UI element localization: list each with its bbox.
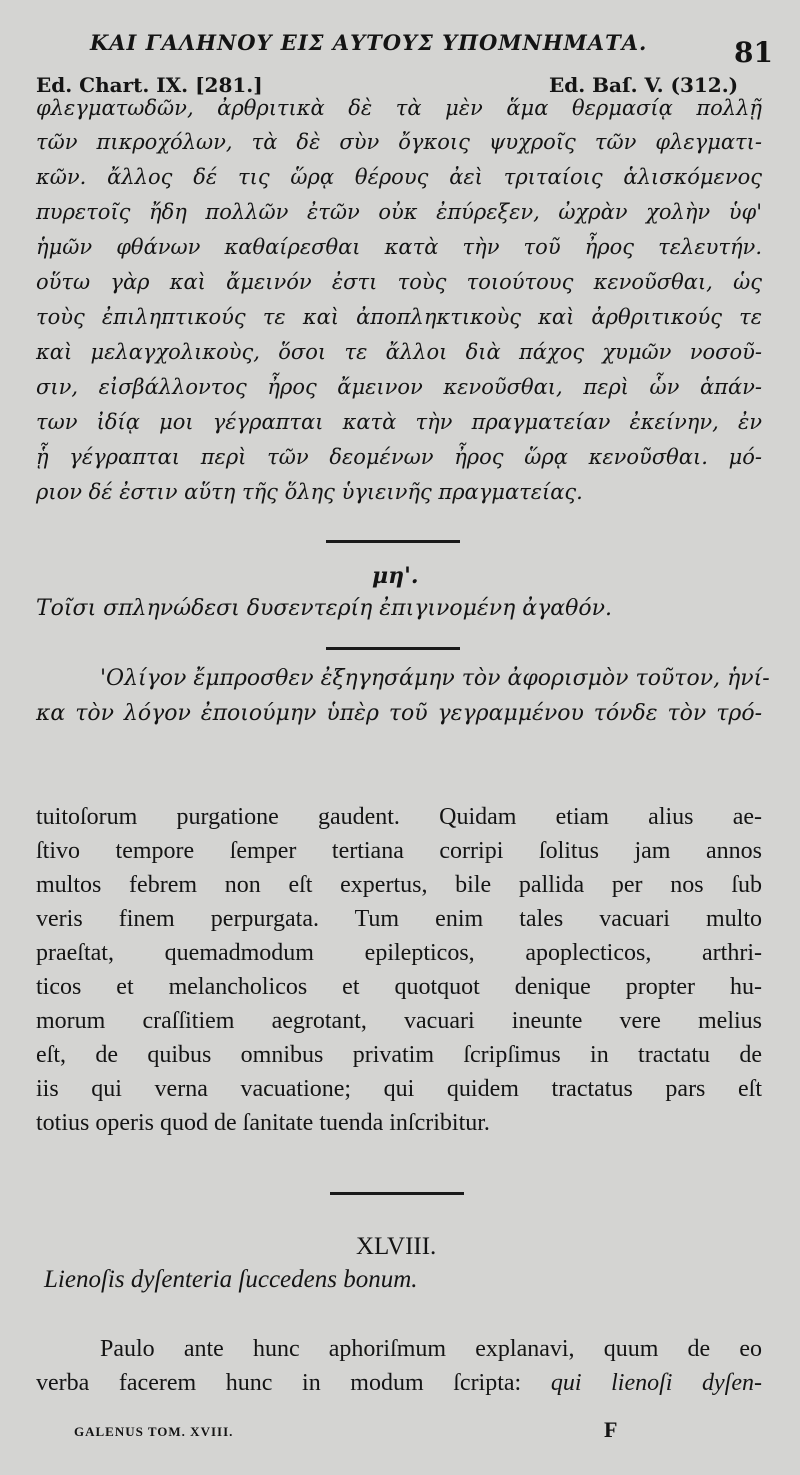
- latin-line: veris finem perpurgata. Tum enim tales vacuari multo: [36, 906, 762, 932]
- latin-line: eſt, de quibus omnibus privatim ſcripſimus in tractatu de: [36, 1042, 762, 1068]
- latin-aphorism: Lienoſis dyſenteria ſuccedens bonum.: [44, 1266, 418, 1293]
- footer-signature: GALENUS TOM. XVIII.: [74, 1424, 234, 1439]
- section-divider: [326, 540, 460, 543]
- greek-line: σιν, εἰσβάλλοντος ἦρος ἄμεινον κενοῦσθαι, περὶ ὧν ἁπάν-: [36, 375, 762, 399]
- latin-line: iis qui verna vacuatione; qui quidem tractatus pars eſt: [36, 1076, 762, 1102]
- greek-aphorism: Τοῖσι σπληνώδεσι δυσεντερίη ἐπιγινομένη ἀγαθόν.: [36, 596, 612, 621]
- latin-line: ſtivo tempore ſemper tertiana corripi ſolitus jam annos: [36, 838, 762, 864]
- greek-line: πυρετοῖς ἤδη πολλῶν ἐτῶν οὐκ ἐπύρεξεν, ὠχρὰν χολὴν ὑφ': [36, 200, 762, 224]
- greek-line: κῶν. ἄλλος δέ τις ὥρᾳ θέρους ἀεὶ τριταίοις ἁλισκόμενος: [36, 165, 762, 189]
- latin-line-last: totius operis quod de ſanitate tuenda inſcribitur.: [36, 1110, 490, 1136]
- latin-line: tuitoſorum purgatione gaudent. Quidam etiam alius ae-: [36, 804, 762, 830]
- latin-commentary-line: [36, 1370, 762, 1397]
- footer-signature-mark: F: [604, 1417, 618, 1442]
- page-number: 81: [734, 36, 773, 69]
- greek-line: φλεγματωδῶν, ἀρθριτικὰ δὲ τὰ μὲν ἅμα θερμασίᾳ πολλῇ: [36, 96, 762, 120]
- greek-line: των ἰδίᾳ μοι γέγραπται κατὰ τὴν πραγματείαν ἐκείνην, ἐν: [36, 410, 762, 434]
- greek-line-last: ριον δέ ἐστιν αὕτη τῆς ὅλης ὑγιεινῆς πραγματείας.: [36, 480, 583, 504]
- latin-commentary-italic: qui lienoſi dyſen-: [550, 1370, 762, 1396]
- greek-line: οὕτω γὰρ καὶ ἄμεινόν ἐστι τοὺς τοιούτους κενοῦσθαι, ὡς: [36, 270, 762, 294]
- greek-line: καὶ μελαγχολικοὺς, ὅσοι τε ἄλλοι διὰ πάχος χυμῶν νοσοῦ-: [36, 340, 762, 364]
- latin-line: multos febrem non eſt expertus, bile pallida per nos ſub: [36, 872, 762, 898]
- latin-line: praeſtat, quemadmodum epilepticos, apoplecticos, arthri-: [36, 940, 762, 966]
- greek-section-number: μη'.: [372, 563, 419, 589]
- greek-commentary-line: κα τὸν λόγον ἐποιούμην ὑπὲρ τοῦ γεγραμμένου τόνδε τὸν τρό-: [36, 701, 762, 726]
- greek-line: ᾗ γέγραπται περὶ τῶν δεομένων ἦρος ὥρᾳ κενοῦσθαι. μό-: [36, 445, 762, 469]
- greek-line: τοὺς ἐπιληπτικούς τε καὶ ἀποπληκτικοὺς καὶ ἀρθριτικούς τε: [36, 305, 762, 329]
- latin-section-number: XLVIII.: [356, 1233, 437, 1260]
- greek-line: τῶν πικροχόλων, τὰ δὲ σὺν ὄγκοις ψυχροῖς τῶν φλεγματι-: [36, 130, 762, 154]
- latin-line: morum craſſitiem aegrotant, vacuari ineunte vere melius: [36, 1008, 762, 1034]
- latin-line: ticos et melancholicos et quotquot denique propter hu-: [36, 974, 762, 1000]
- latin-commentary-line: Paulo ante hunc aphoriſmum explanavi, quum de eo: [100, 1336, 762, 1362]
- section-divider: [326, 647, 460, 650]
- latin-commentary-roman: verba facerem hunc in modum ſcripta:: [36, 1370, 551, 1396]
- greek-commentary-line: 'Ολίγον ἔμπροσθεν ἐξηγησάμην τὸν ἀφορισμὸν τοῦτον, ἡνί-: [100, 666, 770, 691]
- edition-reference-left: Ed. Chart. IX. [281.]: [36, 73, 263, 97]
- greek-line: ἡμῶν φθάνων καθαίρεσθαι κατὰ τὴν τοῦ ἦρος τελευτήν.: [36, 235, 762, 259]
- running-title: ΚΑΙ ΓΑΛΗΝΟΥ ΕΙΣ ΑΥΤΟΥΣ ΥΠΟΜΝΗΜΑΤΑ.: [90, 30, 648, 55]
- section-divider: [330, 1192, 464, 1195]
- edition-reference-right: Ed. Baſ. V. (312.): [549, 73, 739, 97]
